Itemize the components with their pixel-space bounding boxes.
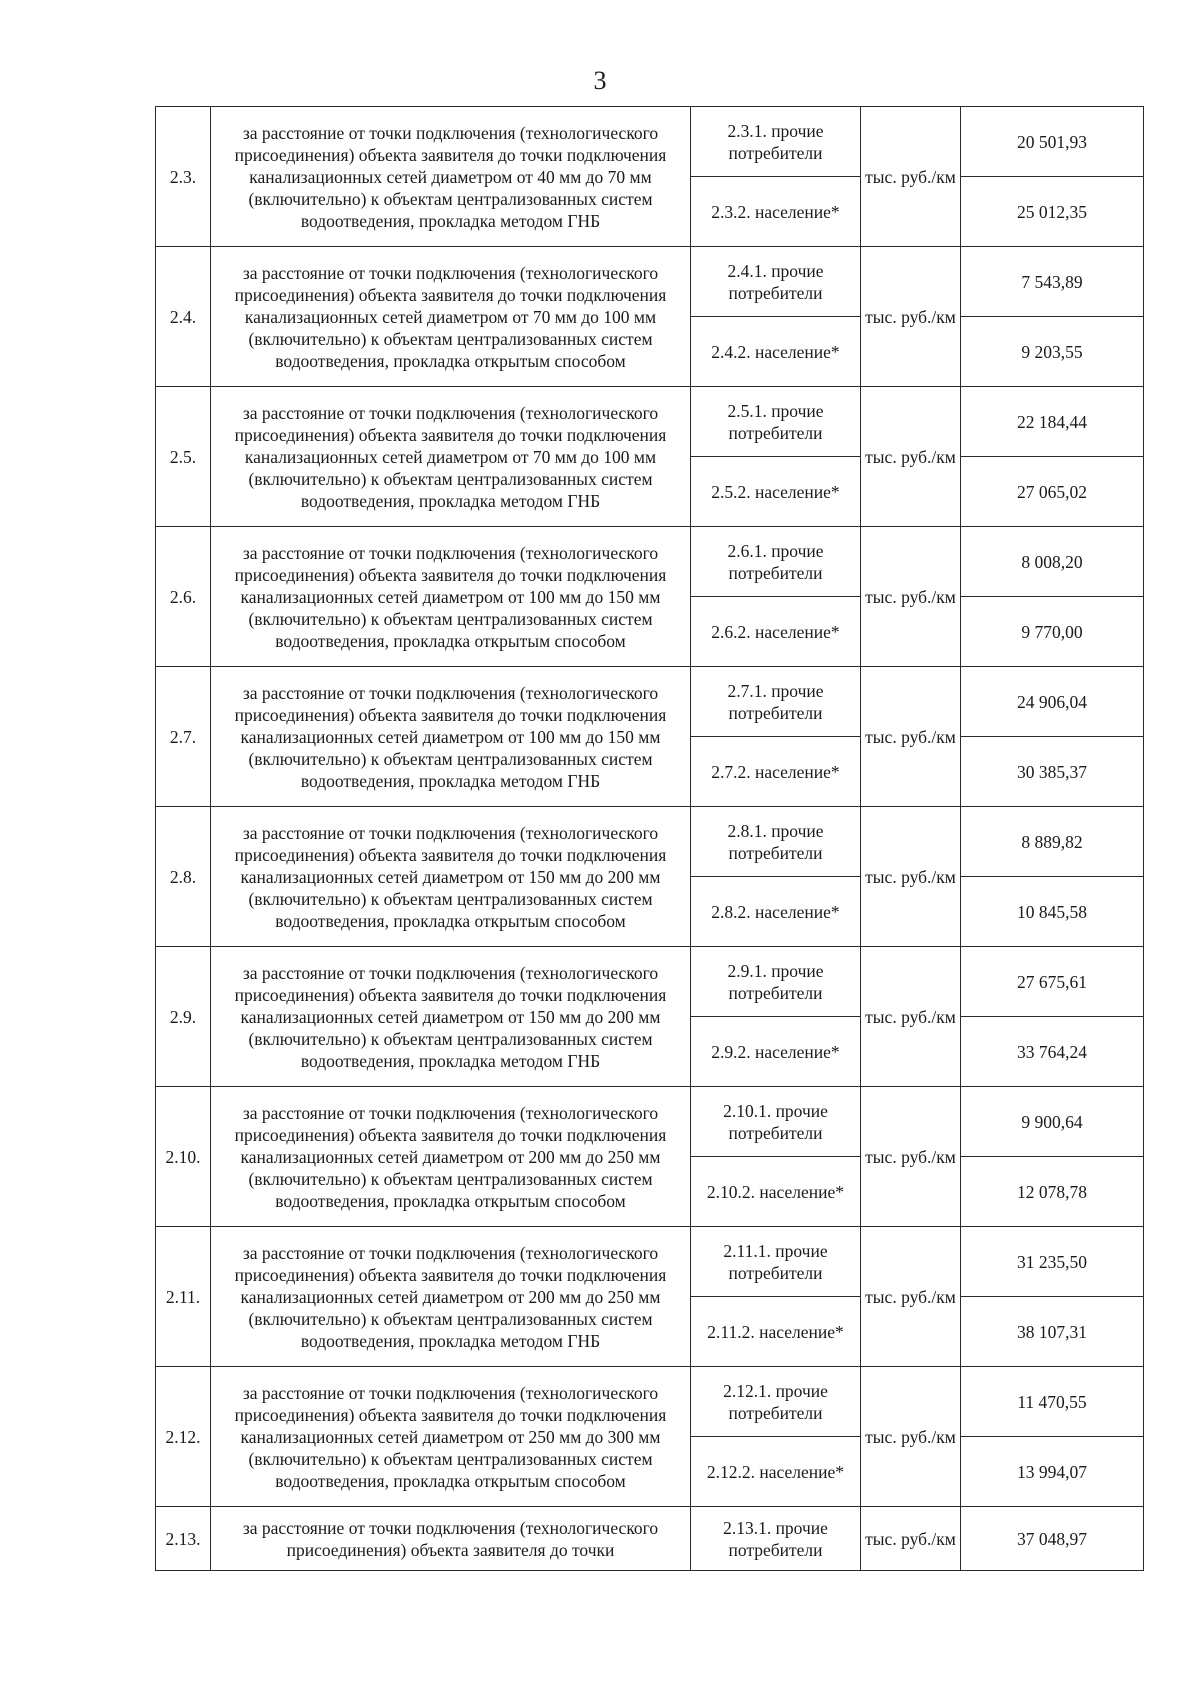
row-description: за расстояние от точки подключения (технологического присоединения) объекта заявителя до точки подключения канализационных сетей диаметром от 100 мм до 150 мм (включительно) к объектам централизованных систем водоотведения, прокладка открытым способом: [211, 527, 691, 667]
unit-cell: тыс. руб./км: [861, 667, 961, 807]
row-number: 2.6.: [156, 527, 211, 667]
row-number: 2.12.: [156, 1367, 211, 1507]
table-row: [156, 247, 1144, 317]
row-description: за расстояние от точки подключения (технологического присоединения) объекта заявителя до точки подключения канализационных сетей диаметром от 150 мм до 200 мм (включительно) к объектам централизованных систем водоотведения, прокладка открытым способом: [211, 807, 691, 947]
consumer-category: 2.7.2. население*: [691, 737, 861, 807]
consumer-category: 2.10.1. прочие потребители: [691, 1087, 861, 1157]
consumer-category: 2.6.2. население*: [691, 597, 861, 667]
tariff-value: 22 184,44: [961, 387, 1144, 457]
consumer-category: 2.12.2. население*: [691, 1437, 861, 1507]
consumer-category: 2.13.1. прочие потребители: [691, 1507, 861, 1571]
row-number: 2.4.: [156, 247, 211, 387]
unit-cell: тыс. руб./км: [861, 1507, 961, 1571]
tariff-value: 7 543,89: [961, 247, 1144, 317]
consumer-category: 2.4.2. население*: [691, 317, 861, 387]
row-number: 2.8.: [156, 807, 211, 947]
tariff-value: 27 065,02: [961, 457, 1144, 527]
tariff-value: 37 048,97: [961, 1507, 1144, 1571]
row-description: за расстояние от точки подключения (технологического присоединения) объекта заявителя до точки подключения канализационных сетей диаметром от 70 мм до 100 мм (включительно) к объектам централизованных систем водоотведения, прокладка открытым способом: [211, 247, 691, 387]
table-row: [156, 107, 1144, 177]
row-description: за расстояние от точки подключения (технологического присоединения) объекта заявителя до точки подключения канализационных сетей диаметром от 250 мм до 300 мм (включительно) к объектам централизованных систем водоотведения, прокладка открытым способом: [211, 1367, 691, 1507]
table-row: [156, 1367, 1144, 1437]
row-description: за расстояние от точки подключения (технологического присоединения) объекта заявителя до точки подключения канализационных сетей диаметром от 70 мм до 100 мм (включительно) к объектам централизованных систем водоотведения, прокладка методом ГНБ: [211, 387, 691, 527]
tariff-table: [155, 106, 1144, 1571]
consumer-category: 2.8.1. прочие потребители: [691, 807, 861, 877]
tariff-value: 10 845,58: [961, 877, 1144, 947]
consumer-category: 2.9.1. прочие потребители: [691, 947, 861, 1017]
unit-cell: тыс. руб./км: [861, 1087, 961, 1227]
row-number: 2.3.: [156, 107, 211, 247]
table-row: [156, 1507, 1144, 1571]
page-number: 3: [593, 66, 607, 95]
table-row: [156, 807, 1144, 877]
row-number: 2.5.: [156, 387, 211, 527]
tariff-value: 8 008,20: [961, 527, 1144, 597]
consumer-category: 2.4.1. прочие потребители: [691, 247, 861, 317]
tariff-value: 27 675,61: [961, 947, 1144, 1017]
consumer-category: 2.5.1. прочие потребители: [691, 387, 861, 457]
row-description: за расстояние от точки подключения (технологического присоединения) объекта заявителя до точки подключения канализационных сетей диаметром от 100 мм до 150 мм (включительно) к объектам централизованных систем водоотведения, прокладка методом ГНБ: [211, 667, 691, 807]
tariff-value: 20 501,93: [961, 107, 1144, 177]
table-row: [156, 387, 1144, 457]
consumer-category: 2.6.1. прочие потребители: [691, 527, 861, 597]
row-description: за расстояние от точки подключения (технологического присоединения) объекта заявителя до точки подключения канализационных сетей диаметром от 200 мм до 250 мм (включительно) к объектам централизованных систем водоотведения, прокладка открытым способом: [211, 1087, 691, 1227]
consumer-category: 2.9.2. население*: [691, 1017, 861, 1087]
row-number: 2.13.: [156, 1507, 211, 1571]
tariff-value: 9 900,64: [961, 1087, 1144, 1157]
tariff-value: 30 385,37: [961, 737, 1144, 807]
row-description: за расстояние от точки подключения (технологического присоединения) объекта заявителя до точки: [211, 1507, 691, 1571]
row-number: 2.10.: [156, 1087, 211, 1227]
consumer-category: 2.12.1. прочие потребители: [691, 1367, 861, 1437]
tariff-value: 25 012,35: [961, 177, 1144, 247]
table-row: [156, 667, 1144, 737]
consumer-category: 2.8.2. население*: [691, 877, 861, 947]
unit-cell: тыс. руб./км: [861, 107, 961, 247]
tariff-value: 9 770,00: [961, 597, 1144, 667]
consumer-category: 2.5.2. население*: [691, 457, 861, 527]
unit-cell: тыс. руб./км: [861, 1227, 961, 1367]
table-row: [156, 1227, 1144, 1297]
tariff-value: 38 107,31: [961, 1297, 1144, 1367]
consumer-category: 2.11.1. прочие потребители: [691, 1227, 861, 1297]
unit-cell: тыс. руб./км: [861, 1367, 961, 1507]
table-row: [156, 527, 1144, 597]
tariff-value: 13 994,07: [961, 1437, 1144, 1507]
tariff-value: 31 235,50: [961, 1227, 1144, 1297]
consumer-category: 2.3.1. прочие потребители: [691, 107, 861, 177]
unit-cell: тыс. руб./км: [861, 527, 961, 667]
unit-cell: тыс. руб./км: [861, 807, 961, 947]
consumer-category: 2.3.2. население*: [691, 177, 861, 247]
unit-cell: тыс. руб./км: [861, 247, 961, 387]
consumer-category: 2.7.1. прочие потребители: [691, 667, 861, 737]
tariff-value: 33 764,24: [961, 1017, 1144, 1087]
row-number: 2.11.: [156, 1227, 211, 1367]
row-number: 2.7.: [156, 667, 211, 807]
table-row: [156, 947, 1144, 1017]
tariff-value: 12 078,78: [961, 1157, 1144, 1227]
tariff-value: 11 470,55: [961, 1367, 1144, 1437]
tariff-value: 9 203,55: [961, 317, 1144, 387]
unit-cell: тыс. руб./км: [861, 947, 961, 1087]
consumer-category: 2.10.2. население*: [691, 1157, 861, 1227]
row-number: 2.9.: [156, 947, 211, 1087]
row-description: за расстояние от точки подключения (технологического присоединения) объекта заявителя до точки подключения канализационных сетей диаметром от 200 мм до 250 мм (включительно) к объектам централизованных систем водоотведения, прокладка методом ГНБ: [211, 1227, 691, 1367]
unit-cell: тыс. руб./км: [861, 387, 961, 527]
consumer-category: 2.11.2. население*: [691, 1297, 861, 1367]
row-description: за расстояние от точки подключения (технологического присоединения) объекта заявителя до точки подключения канализационных сетей диаметром от 40 мм до 70 мм (включительно) к объектам централизованных систем водоотведения, прокладка методом ГНБ: [211, 107, 691, 247]
row-description: за расстояние от точки подключения (технологического присоединения) объекта заявителя до точки подключения канализационных сетей диаметром от 150 мм до 200 мм (включительно) к объектам централизованных систем водоотведения, прокладка методом ГНБ: [211, 947, 691, 1087]
tariff-value: 8 889,82: [961, 807, 1144, 877]
table-row: [156, 1087, 1144, 1157]
tariff-value: 24 906,04: [961, 667, 1144, 737]
